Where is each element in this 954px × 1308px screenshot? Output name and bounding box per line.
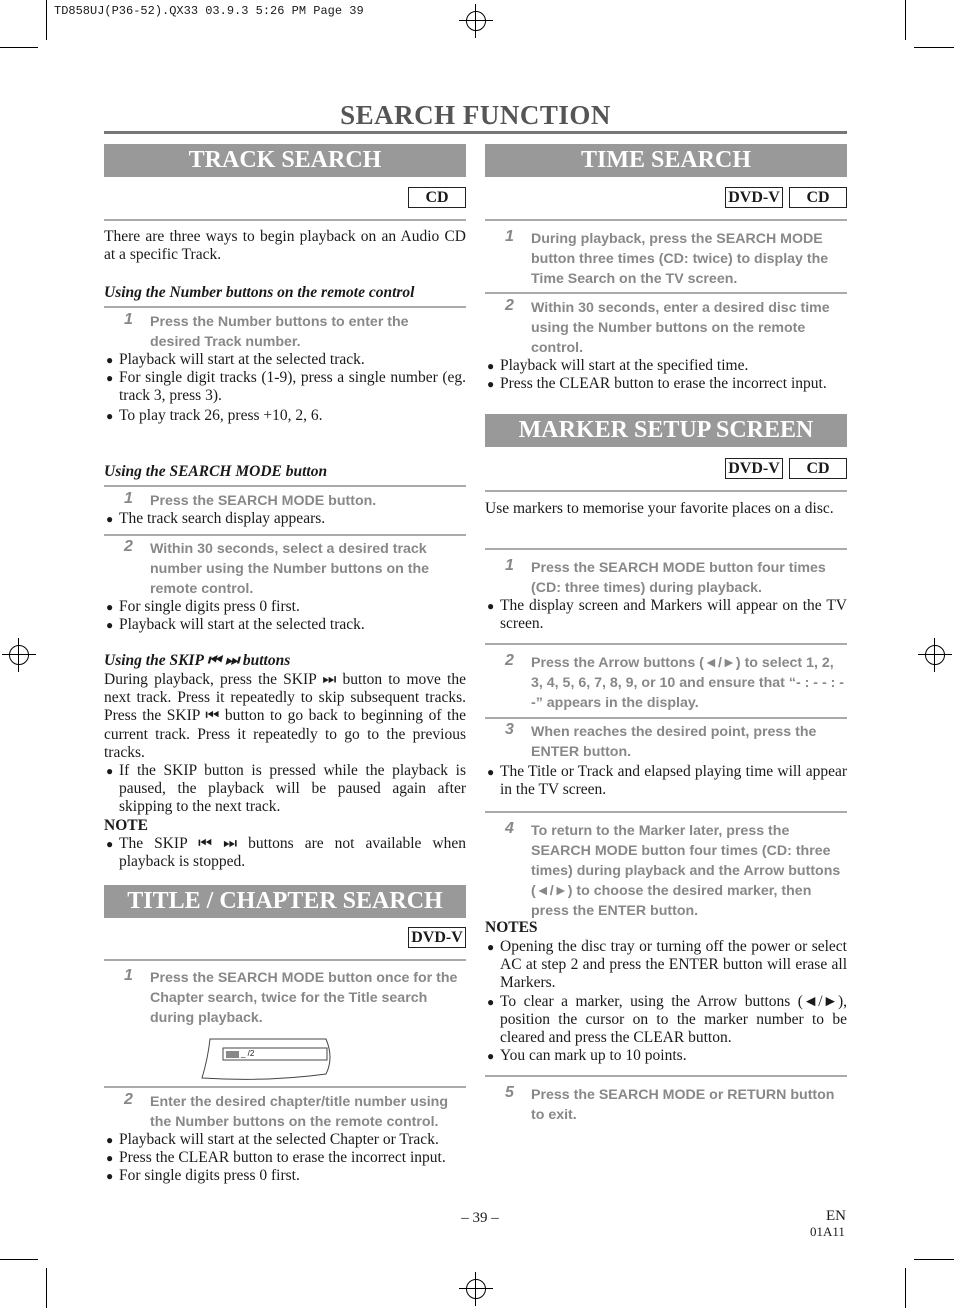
bullet-item: ● The Title or Track and elapsed playing time will appear in the TV screen. bbox=[487, 763, 847, 799]
step-number: 1 bbox=[124, 311, 133, 328]
page-number: – 39 – bbox=[461, 1210, 499, 1226]
bullet-item: ● Playback will start at the selected track. bbox=[106, 351, 365, 368]
cd-badge: CD bbox=[408, 187, 466, 208]
document-code: 01A11 bbox=[810, 1224, 845, 1239]
registration-mark bbox=[2, 638, 36, 672]
title-rule bbox=[104, 131, 847, 134]
divider bbox=[485, 219, 847, 221]
divider bbox=[485, 717, 847, 719]
time-search-heading: TIME SEARCH bbox=[485, 144, 847, 177]
step-number: 2 bbox=[124, 1091, 133, 1108]
divider bbox=[485, 811, 847, 813]
bullet-item: ● Playback will start at the selected track. bbox=[106, 616, 365, 633]
divider bbox=[104, 485, 466, 487]
bullet-item: ● Press the CLEAR button to erase the incorrect input. bbox=[106, 1149, 446, 1166]
step-text: Press the SEARCH MODE or RETURN button to exit. bbox=[531, 1087, 835, 1123]
step-number: 1 bbox=[505, 557, 514, 574]
step-text: During playback, press the SEARCH MODE button three times (CD: twice) to display the Time Search on the TV screen. bbox=[531, 231, 829, 287]
bullet-item: ● To clear a marker, using the Arrow buttons (◄/►), position the cursor on to the marker number to be cleared and press the CLEAR button. bbox=[487, 993, 847, 1047]
step-text: Press the Number buttons to enter the desired Track number. bbox=[150, 314, 409, 350]
step-number: 3 bbox=[505, 721, 514, 738]
bullet-item: ● The display screen and Markers will appear on the TV screen. bbox=[487, 597, 847, 633]
divider bbox=[104, 534, 466, 536]
title-chapter-heading: TITLE / CHAPTER SEARCH bbox=[104, 885, 466, 918]
divider bbox=[104, 1086, 466, 1088]
bullet-item: ● For single digit tracks (1-9), press a single number (eg. track 3, press 3). bbox=[106, 369, 466, 405]
step-number: 2 bbox=[505, 297, 514, 314]
crop-mark bbox=[914, 1259, 954, 1260]
step-text: Within 30 seconds, select a desired track number using the Number buttons on the remote control. bbox=[150, 541, 430, 597]
bullet-item: ● You can mark up to 10 points. bbox=[487, 1047, 687, 1064]
step-text: Within 30 seconds, enter a desired disc time using the Number buttons on the remote control. bbox=[531, 300, 830, 356]
registration-mark bbox=[459, 4, 493, 38]
marker-setup-heading: MARKER SETUP SCREEN bbox=[485, 414, 847, 447]
step-text: Press the SEARCH MODE button. bbox=[150, 493, 377, 509]
bullet-item: ● For single digits press 0 first. bbox=[106, 598, 300, 615]
bullet-item: ● To play track 26, press +10, 2, 6. bbox=[106, 407, 323, 424]
divider bbox=[485, 548, 847, 550]
step-number: 2 bbox=[124, 538, 133, 555]
step-number: 2 bbox=[505, 652, 514, 669]
bullet-item: ● If the SKIP button is pressed while the playback is paused, the playback will be paused again after skipping to the next track. bbox=[106, 762, 466, 816]
bullet-item: ● Playback will start at the selected Chapter or Track. bbox=[106, 1131, 439, 1148]
step-number: 1 bbox=[505, 228, 514, 245]
registration-mark bbox=[918, 638, 952, 672]
divider bbox=[485, 490, 847, 492]
page-title: SEARCH FUNCTION bbox=[340, 100, 611, 130]
step-text: Enter the desired chapter/title number using the Number buttons on the remote control. bbox=[150, 1094, 448, 1130]
step-text: Press the Arrow buttons (◄/►) to select 1, 2, 3, 4, 5, 6, 7, 8, 9, or 10 and ensure that “- : - - : - -” appears in the display. bbox=[531, 655, 844, 711]
step-text: Press the SEARCH MODE button four times (CD: three times) during playback. bbox=[531, 560, 826, 596]
step-text: Press the SEARCH MODE button once for the Chapter search, twice for the Title search during playback. bbox=[150, 970, 458, 1026]
bullet-item: ● The track search display appears. bbox=[106, 510, 326, 527]
bullet-item: ● For single digits press 0 first. bbox=[106, 1167, 300, 1184]
bullet-item: ● Playback will start at the specified time. bbox=[487, 357, 749, 374]
notes-label: NOTES bbox=[485, 919, 538, 936]
search-mode-heading: Using the SEARCH MODE button bbox=[104, 463, 328, 480]
divider bbox=[104, 959, 466, 961]
language-code: EN bbox=[826, 1208, 846, 1224]
note-label: NOTE bbox=[104, 817, 148, 834]
crop-mark bbox=[905, 1268, 906, 1308]
divider bbox=[485, 1075, 847, 1077]
divider bbox=[104, 306, 466, 308]
dvd-v-badge: DVD-V bbox=[725, 187, 783, 208]
step-number: 1 bbox=[124, 490, 133, 507]
divider bbox=[104, 219, 466, 221]
tv-screen-illustration bbox=[200, 1036, 336, 1082]
step-number: 5 bbox=[505, 1084, 514, 1101]
skip-body: During playback, press the SKIP ⏭ button to move the next track. Press it repeatedly to skip subsequent tracks. Press the SKIP ⏮ button to go back to beginning of the current track. Press it repeatedly to go to the previous tracks. bbox=[104, 671, 466, 761]
crop-mark bbox=[46, 1268, 47, 1308]
track-search-heading: TRACK SEARCH bbox=[104, 144, 466, 177]
step-text: When reaches the desired point, press the ENTER button. bbox=[531, 724, 817, 760]
bullet-item: ● The SKIP ⏮ ⏭ buttons are not available when playback is stopped. bbox=[106, 835, 466, 871]
crop-mark bbox=[914, 47, 954, 48]
divider bbox=[485, 292, 847, 294]
screen-counter: _ /2 bbox=[241, 1049, 255, 1058]
crop-mark bbox=[0, 1259, 38, 1260]
track-search-intro: There are three ways to begin playback on an Audio CD at a specific Track. bbox=[104, 228, 466, 264]
cd-badge: CD bbox=[789, 187, 847, 208]
slug-line: TD858UJ(P36-52).QX33 03.9.3 5:26 PM Page 39 bbox=[54, 4, 364, 18]
dvd-v-badge: DVD-V bbox=[725, 458, 783, 479]
dvd-v-badge: DVD-V bbox=[408, 927, 466, 948]
registration-mark bbox=[459, 1272, 493, 1306]
number-buttons-heading: Using the Number buttons on the remote control bbox=[104, 284, 415, 301]
divider bbox=[485, 643, 847, 645]
skip-heading: Using the SKIP ⏮ ⏭ buttons bbox=[104, 652, 291, 669]
step-number: 1 bbox=[124, 967, 133, 984]
crop-mark bbox=[0, 47, 38, 48]
marker-intro: Use markers to memorise your favorite places on a disc. bbox=[485, 500, 834, 517]
step-number: 4 bbox=[505, 820, 514, 837]
step-text: To return to the Marker later, press the SEARCH MODE button four times (CD: three times) during playback and the Arrow buttons (◄/►) to choose the desired marker, then press the ENTER button. bbox=[531, 823, 841, 919]
crop-mark bbox=[46, 0, 47, 40]
bullet-item: ● Opening the disc tray or turning off the power or select AC at step 2 and press the ENTER button will erase all Markers. bbox=[487, 938, 847, 992]
crop-mark bbox=[905, 0, 906, 40]
bullet-item: ● Press the CLEAR button to erase the incorrect input. bbox=[487, 375, 827, 392]
cd-badge: CD bbox=[789, 458, 847, 479]
